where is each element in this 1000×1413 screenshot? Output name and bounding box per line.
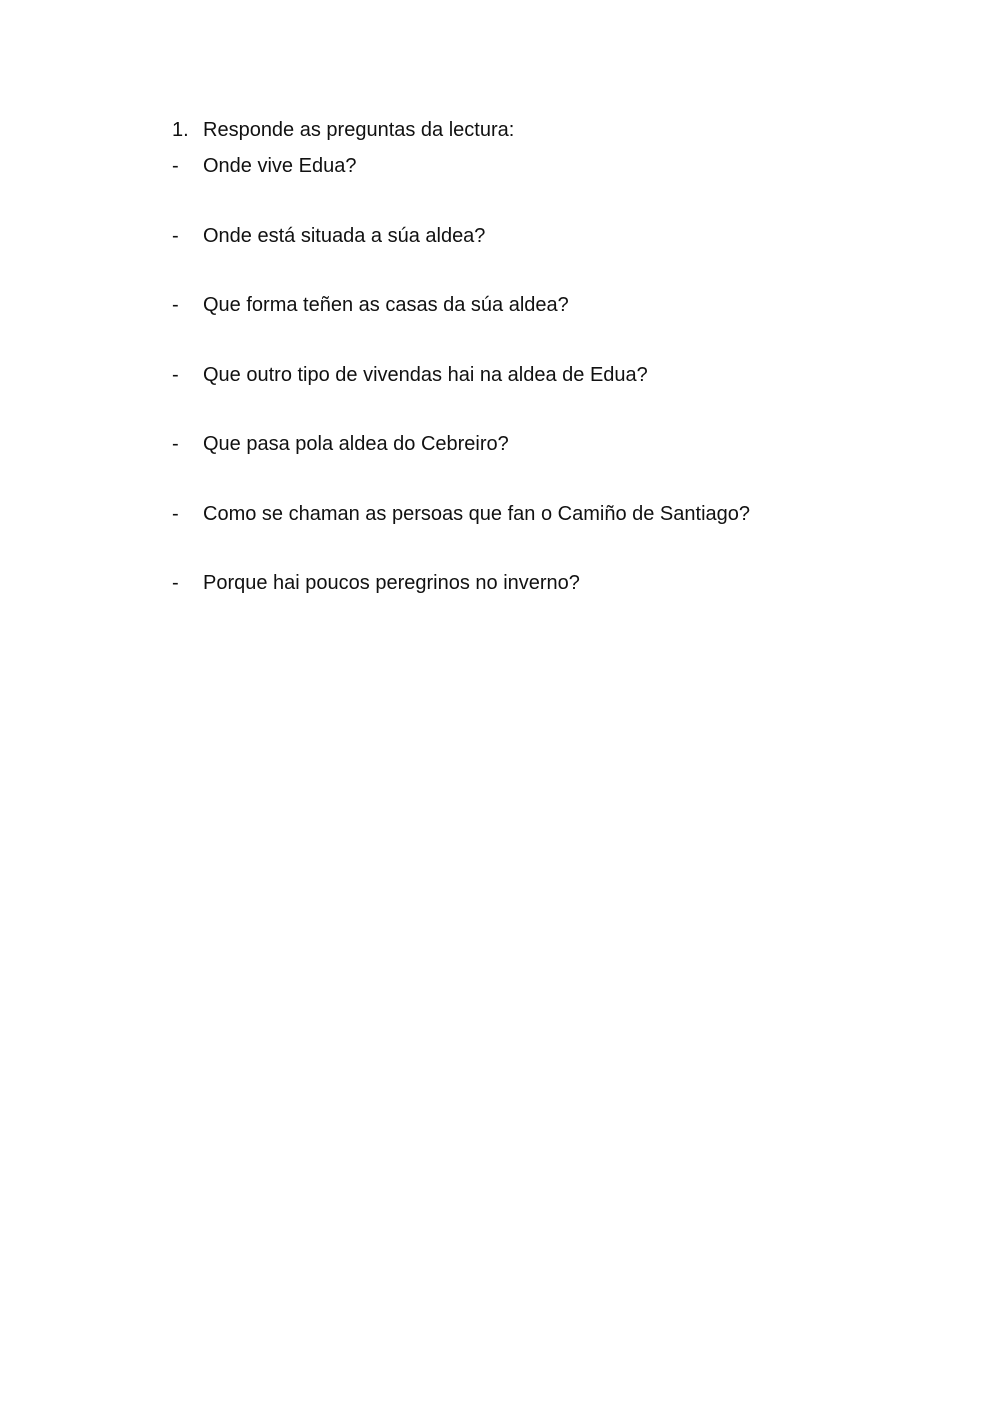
exercise-heading [172,118,514,142]
question-item [172,363,648,387]
question-dash: - [172,572,179,594]
exercise-number: 1. [172,119,189,141]
question-item [172,293,569,317]
question-item [172,432,509,456]
question-dash: - [172,433,179,455]
question-dash: - [172,364,179,386]
question-dash: - [172,155,179,177]
question-dash: - [172,225,179,247]
question-dash: - [172,294,179,316]
question-text: Que outro tipo de vivendas hai na aldea de Edua? [203,364,648,386]
exercise-instruction: Responde as preguntas da lectura: [203,119,515,141]
question-text: Que forma teñen as casas da súa aldea? [203,294,569,316]
question-text: Onde vive Edua? [203,155,357,177]
question-item [172,571,580,595]
question-text: Como se chaman as persoas que fan o Camiño de Santiago? [203,503,751,525]
question-dash: - [172,503,179,525]
question-text: Porque hai poucos peregrinos no inverno? [203,572,580,594]
question-item [172,224,485,248]
question-text: Que pasa pola aldea do Cebreiro? [203,433,509,455]
question-item [172,502,750,526]
question-text: Onde está situada a súa aldea? [203,225,486,247]
question-item [172,154,356,178]
